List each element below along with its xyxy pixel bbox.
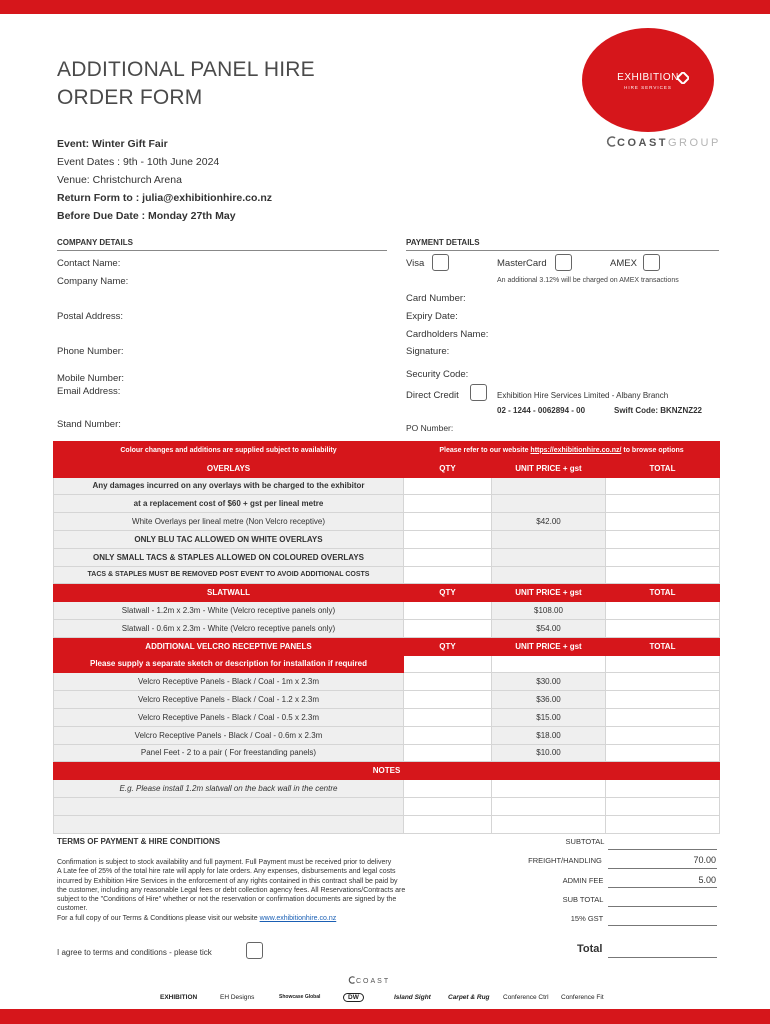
coast-c-icon [348,976,356,984]
table-row: Any damages incurred on any overlays with be charged to the exhibitor [54,477,720,495]
total-cell[interactable] [606,691,720,709]
velcro-note-row: Please supply a separate sketch or description for installation if required [54,655,720,673]
amex-checkbox[interactable] [643,254,660,271]
direct-credit-checkbox[interactable] [470,384,487,401]
table-row: at a replacement cost of $60 + gst per lineal metre [54,495,720,513]
top-red-bar [0,0,770,14]
footer-brand-logo: EH Designs [220,994,255,1001]
signature-field[interactable]: Signature: [406,346,450,357]
qty-cell[interactable] [404,726,492,744]
total-cell[interactable] [606,513,720,531]
visa-label: Visa [406,258,425,269]
logo-diamond-icon [677,72,689,84]
email-address-field[interactable]: Email Address: [57,386,121,397]
footer-brand-logo: Showcase Global [279,994,321,1000]
unit-price: $108.00 [492,602,606,620]
admin-fee-line [608,887,717,888]
event-name: Event: Winter Gift Fair [57,138,168,150]
availability-note: Colour changes and additions are supplied subject to availability [54,442,404,460]
subtotal-label: SUBTOTAL [565,837,605,846]
notes-header-row: NOTES [54,762,720,780]
website-note: Please refer to our website https://exhibitionhire.co.nz/ to browse options [404,442,720,460]
footer-brand-logo: Island Sight [394,994,431,1001]
table-row: Velcro Receptive Panels - Black / Coal - 1m x 2.3m $30.00 [54,673,720,691]
notes-row: E.g. Please install 1.2m slatwall on the back wall in the centre [54,780,720,798]
company-name-field[interactable]: Company Name: [57,276,129,287]
return-form-to: Return Form to : julia@exhibitionhire.co.nz [57,192,272,204]
due-date: Before Due Date : Monday 27th May [57,210,236,222]
unit-price: $30.00 [492,673,606,691]
table-row: Slatwall - 1.2m x 2.3m - White (Velcro receptive panels only) $108.00 [54,602,720,620]
sub-total-line[interactable] [608,906,717,907]
payment-details-heading: PAYMENT DETAILS [406,238,480,247]
total-cell[interactable] [606,673,720,691]
expiry-date-field[interactable]: Expiry Date: [406,311,458,322]
table-row: Velcro Receptive Panels - Black / Coal - 1.2 x 2.3m $36.00 [54,691,720,709]
unit-price: $10.00 [492,744,606,762]
slatwall-header-row: SLATWALL QTY UNIT PRICE + gst TOTAL [54,584,720,602]
gst-label: 15% GST [570,914,604,923]
unit-price: $54.00 [492,619,606,637]
card-number-field[interactable]: Card Number: [406,293,466,304]
table-row: ONLY BLU TAC ALLOWED ON WHITE OVERLAYS [54,530,720,548]
overlays-header-row: OVERLAYS QTY UNIT PRICE + gst TOTAL [54,459,720,477]
unit-price: $36.00 [492,691,606,709]
qty-cell[interactable] [404,513,492,531]
table-row: Slatwall - 0.6m x 2.3m - White (Velcro receptive panels only) $54.00 [54,619,720,637]
coast-c-icon [606,136,617,147]
freight-value: 70.00 [693,855,716,865]
footer-brand-logo: Carpet & Rug [448,994,490,1001]
admin-fee-label: ADMIN FEE [562,876,604,885]
footer-brand-logo: Conference Ctrl [503,994,549,1001]
cardholder-name-field[interactable]: Cardholders Name: [406,329,489,340]
mastercard-checkbox[interactable] [555,254,572,271]
qty-cell[interactable] [404,691,492,709]
swift-code: Swift Code: BKNZNZ22 [614,406,702,415]
postal-address-field[interactable]: Postal Address: [57,311,124,322]
table-row: Velcro Receptive Panels - Black / Coal - 0.6m x 2.3m $18.00 [54,726,720,744]
divider [57,250,387,251]
total-line[interactable] [608,957,717,958]
table-row: TACS & STAPLES MUST BE REMOVED POST EVENT TO AVOID ADDITIONAL COSTS [54,566,720,584]
bottom-red-bar [0,1009,770,1024]
gst-line[interactable] [608,925,717,926]
table-row: Velcro Receptive Panels - Black / Coal - 0.5 x 2.3m $15.00 [54,708,720,726]
total-cell[interactable] [606,708,720,726]
qty-cell[interactable] [404,673,492,691]
notes-row [54,815,720,833]
notes-row [54,797,720,815]
mobile-number-field[interactable]: Mobile Number: [57,373,125,384]
agree-terms-label: I agree to terms and conditions - please tick [57,948,212,957]
qty-cell[interactable] [404,602,492,620]
event-venue: Venue: Christchurch Arena [57,174,182,186]
footer-brand-logo: EXHIBITION [160,994,198,1001]
footer-coast-logo: COAST [348,976,390,985]
table-banner-row [54,442,720,460]
total-cell[interactable] [606,726,720,744]
terms-website-link[interactable]: www.exhibitionhire.co.nz [259,914,337,922]
footer-brand-logo: Conference Fit [561,994,604,1001]
direct-credit-label: Direct Credit [406,390,459,401]
velcro-header-row: ADDITIONAL VELCRO RECEPTIVE PANELS QTY UNIT PRICE + gst TOTAL [54,637,720,655]
terms-heading: TERMS OF PAYMENT & HIRE CONDITIONS [57,837,221,846]
table-row: Panel Feet - 2 to a pair ( For freestanding panels) $10.00 [54,744,720,762]
amex-label: AMEX [610,258,637,269]
exhibition-hire-logo: EXHIBITION HIRE SERVICES [582,28,714,132]
freight-line [608,868,717,869]
mastercard-label: MasterCard [497,258,547,269]
stand-number-field[interactable]: Stand Number: [57,419,121,430]
qty-cell[interactable] [404,708,492,726]
total-cell[interactable] [606,744,720,762]
amex-surcharge-note: An additional 3.12% will be charged on AMEX transactions [497,277,679,284]
freight-label: FREIGHT/HANDLING [528,856,602,865]
footer-brand-logo: DW [343,993,364,1002]
contact-name-field[interactable]: Contact Name: [57,258,121,269]
order-table [53,441,720,834]
page-title: ADDITIONAL PANEL HIRE ORDER FORM [57,58,315,109]
event-dates: Event Dates : 9th - 10th June 2024 [57,156,220,168]
unit-price: $42.00 [492,513,606,531]
unit-price: $15.00 [492,708,606,726]
terms-text: Confirmation is subject to stock availability and full payment. Full Payment must be received prior to delivery A Late fee of 25% of the total hire rate will apply for late orders. Any expenses, disbursements and legal costs incurred by Exhibition Hire Services in the enforcement of any rights contained in this contract shall be paid by the customer, including any reasonable Legal fees or debt collection agency fees. All Reservations/Contracts are subject to the "Conditions of Hire" whether or not the reservation or confirmation documents are signed by the customer. For a full copy of our Terms & Conditions please visit our website www.exhibitionhire.co.nz [57,859,406,922]
total-cell[interactable] [606,619,720,637]
admin-fee-value: 5.00 [698,875,716,885]
qty-cell[interactable] [404,619,492,637]
visa-checkbox[interactable] [432,254,449,271]
table-row: White Overlays per lineal metre (Non Velcro receptive) $42.00 [54,513,720,531]
total-label: Total [577,943,603,955]
unit-price: $18.00 [492,726,606,744]
subtotal-line[interactable] [608,849,717,850]
divider [406,250,719,251]
table-row: ONLY SMALL TACS & STAPLES ALLOWED ON COLOURED OVERLAYS [54,548,720,566]
agree-terms-checkbox[interactable] [246,942,263,959]
qty-cell[interactable] [404,744,492,762]
bank-account: 02 - 1244 - 0062894 - 00 [497,406,586,415]
sub-total-label: SUB TOTAL [562,895,604,904]
company-details-heading: COMPANY DETAILS [57,238,134,247]
bank-name: Exhibition Hire Services Limited - Albany Branch [497,391,669,400]
total-cell[interactable] [606,602,720,620]
security-code-field[interactable]: Security Code: [406,369,469,380]
phone-number-field[interactable]: Phone Number: [57,346,124,357]
website-link[interactable]: https://exhibitionhire.co.nz/ [530,446,622,454]
coast-group-logo: COASTGROUP [606,136,721,149]
po-number-field[interactable]: PO Number: [406,423,454,433]
